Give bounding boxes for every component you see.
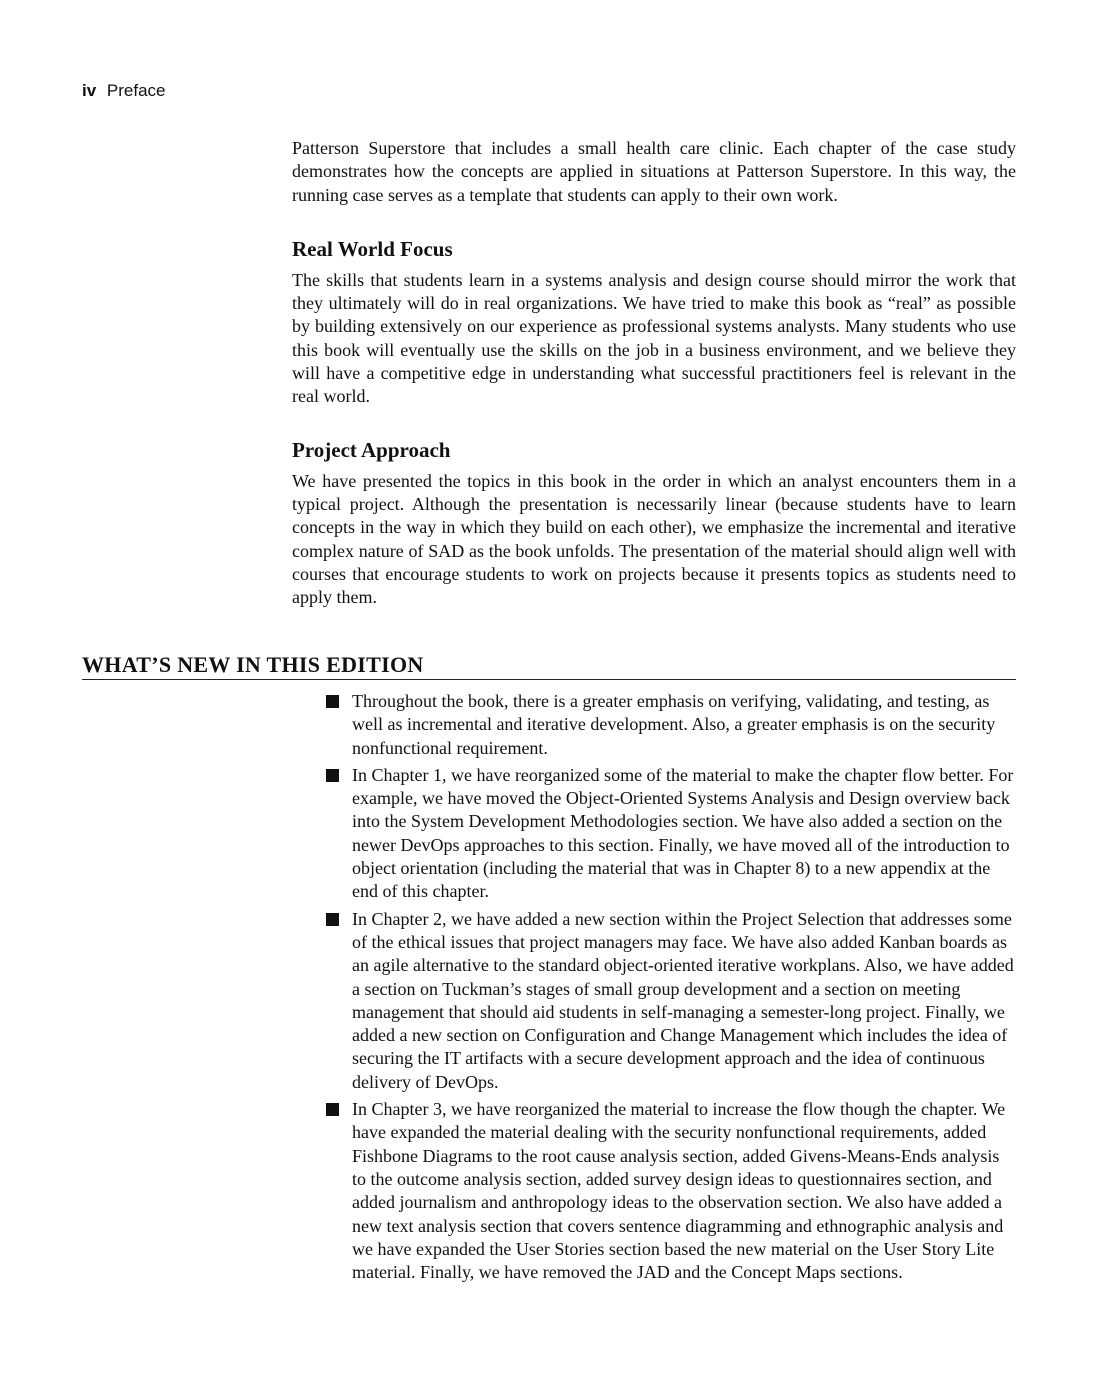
list-item [326, 908, 1016, 1094]
list-item-text: Throughout the book, there is a greater emphasis on verifying, validating, and testing, as well as incremental and iterative development. Also, a greater emphasis is on the security nonfunctional requirement. [352, 691, 996, 758]
list-item-text: In Chapter 2, we have added a new section within the Project Selection that addresses some of the ethical issues that project managers may face. We have also added Kanban boards as an agile alternative to the standard object-oriented iterative workplans. Also, we have added a section on Tuckman’s stages of small group development and a section on meeting management that should aid students in self-managing a semester-long project. Finally, we added a new section on Configuration and Change Management which includes the idea of securing the IT artifacts with a secure development approach and the idea of continuous delivery of DevOps. [352, 908, 1014, 1092]
running-head [82, 80, 166, 102]
main-content [292, 137, 1016, 609]
running-head-title: Preface [106, 81, 166, 100]
list-item-text: In Chapter 1, we have reorganized some of the material to make the chapter flow better. For example, we have moved the Object-Oriented Systems Analysis and Design overview back into the System Development Methodologies section. We have also added a section on the newer DevOps approaches to this section. Finally, we have moved all of the introduction to object orientation (including the material that was in Chapter 8) to a new appendix at the end of this chapter. [352, 764, 1014, 902]
list-item-text: In Chapter 3, we have reorganized the material to increase the flow though the chapter. We have expanded the material dealing with the security nonfunctional requirements, added Fishbone Diagrams to the root cause analysis section, added Givens-Means-Ends analysis to the outcome analysis section, added survey design ideas to questionnaires section, and added journalism and anthropology ideas to the observation section. We also have added a new text analysis section that covers sentence diagramming and ethnographic analysis and we have expanded the User Stories section based the new material on the User Story Lite material. Finally, we have removed the JAD and the Concept Maps sections. [352, 1099, 1006, 1283]
intro-paragraph: Patterson Superstore that includes a small health care clinic. Each chapter of the case study demonstrates how the concepts are applied in situations at Patterson Superstore. In this way, the running case serves as a template that students can apply to their own work. [292, 138, 1016, 205]
real-world-heading: Real World Focus [292, 236, 453, 261]
project-approach-heading: Project Approach [292, 437, 451, 462]
list-item [326, 1098, 1016, 1284]
bullet-square-icon [326, 695, 339, 708]
list-item [326, 764, 1016, 904]
bullet-square-icon [326, 1103, 339, 1116]
project-approach-paragraph: We have presented the topics in this book in the order in which an analyst encounters them in a typical project. Although the presentation is necessarily linear (because students have to learn concepts in the way in which they build on each other), we emphasize the incremental and iterative complex nature of SAD as the book unfolds. The presentation of the material should align well with courses that encourage students to work on projects because it presents topics as students need to apply them. [292, 470, 1016, 608]
whats-new-heading: WHAT’S NEW IN THIS EDITION [82, 651, 1016, 680]
bullet-square-icon [326, 769, 339, 782]
list-item [326, 690, 1016, 760]
bullet-square-icon [326, 913, 339, 926]
real-world-paragraph: The skills that students learn in a systems analysis and design course should mirror the work that they ultimately will do in real organizations. We have tried to make this book as “real” as possible by building extensively on our experience as professional systems analysts. Many students who use this book will eventually use the skills on the job in a business environment, and we believe they will have a competitive edge in understanding what successful practitioners feel is relevant in the real world. [292, 269, 1016, 407]
whats-new-list [326, 690, 1016, 1288]
page-number: iv [82, 81, 97, 100]
